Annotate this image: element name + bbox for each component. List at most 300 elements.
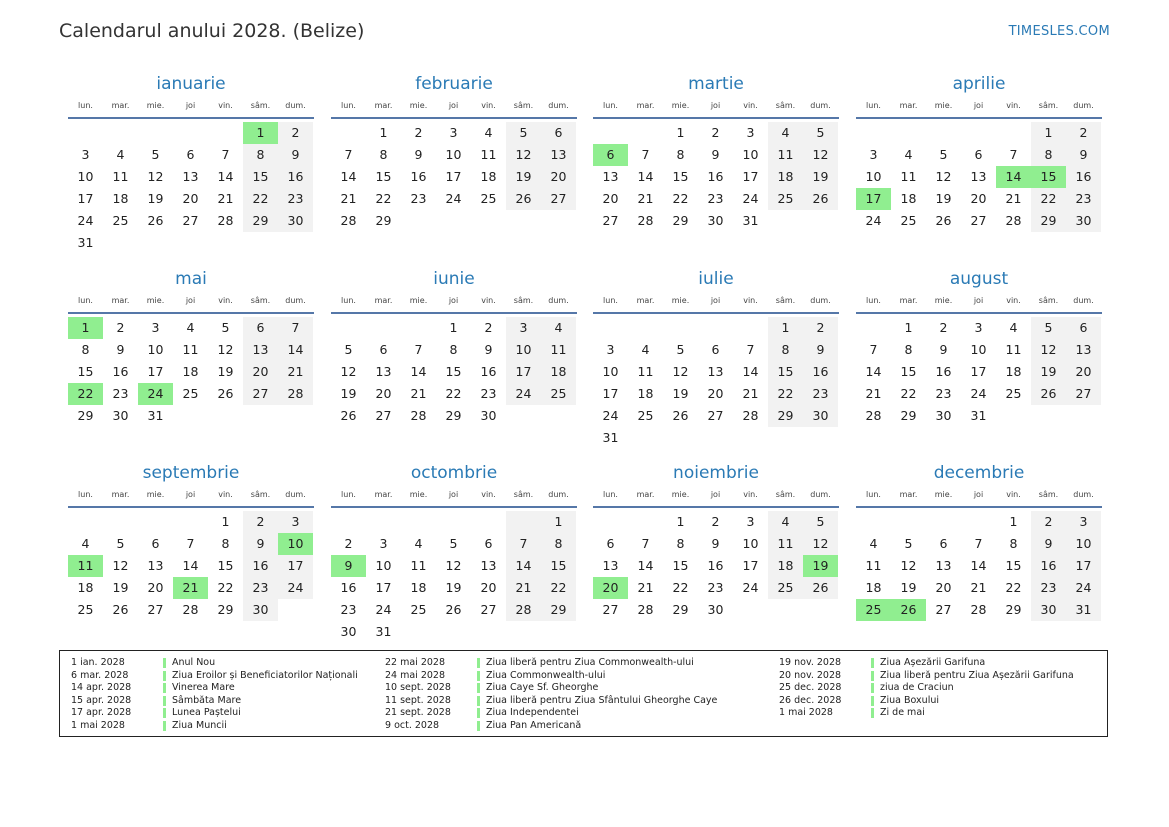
- legend-holiday-name: Anul Nou: [172, 657, 216, 668]
- weekday-header: [68, 99, 314, 119]
- day-cell: 5: [939, 147, 948, 162]
- weekday-label: mie.: [934, 490, 953, 499]
- day-cell: 17: [147, 364, 164, 379]
- weekday-label: mie.: [409, 490, 428, 499]
- day-cell-holiday: 20: [593, 577, 628, 599]
- weekday-label: joi: [185, 490, 196, 499]
- day-cell: 9: [1066, 144, 1101, 166]
- day-cell: 14: [182, 558, 199, 573]
- holiday-legend: [59, 650, 1108, 737]
- weekday-label: vin.: [1006, 296, 1021, 305]
- day-cell: 21: [410, 386, 427, 401]
- day-cell: 16: [410, 169, 427, 184]
- legend-row: [71, 720, 358, 733]
- day-cell: 23: [1031, 577, 1066, 599]
- day-empty: [401, 317, 436, 339]
- legend-row: [779, 682, 1074, 695]
- day-cell: 16: [112, 364, 129, 379]
- weekday-label: lun.: [341, 101, 356, 110]
- weekday-label: joi: [973, 490, 984, 499]
- day-cell: 20: [375, 386, 392, 401]
- day-cell: 18: [112, 191, 129, 206]
- day-cell: 20: [602, 191, 619, 206]
- day-cell: 29: [445, 408, 462, 423]
- weekday-label: lun.: [78, 296, 93, 305]
- month-name: august: [949, 269, 1009, 289]
- day-empty: [331, 122, 366, 144]
- day-cell: 23: [707, 191, 724, 206]
- day-cell: 5: [116, 536, 125, 551]
- weekday-label: joi: [710, 101, 721, 110]
- day-cell: 10: [1066, 533, 1101, 555]
- weekday-label: vin.: [743, 296, 758, 305]
- weekday-label: mie.: [146, 101, 165, 110]
- day-cell: 30: [1031, 599, 1066, 621]
- day-empty: [103, 122, 138, 144]
- day-cell: 2: [711, 514, 720, 529]
- weekday-label: mar.: [111, 101, 130, 110]
- month-mai: [68, 267, 314, 427]
- month-iunie: [331, 267, 577, 427]
- day-cell: 4: [641, 342, 650, 357]
- legend-date: 1 ian. 2028: [71, 657, 125, 668]
- legend-row: [71, 682, 358, 695]
- weekday-label: joi: [710, 296, 721, 305]
- day-cell: 31: [375, 624, 392, 639]
- day-cell: 20: [182, 191, 199, 206]
- day-cell: 13: [182, 169, 199, 184]
- day-cell: 21: [637, 580, 654, 595]
- weekday-label: dum.: [810, 101, 831, 110]
- day-cell: 1: [904, 320, 913, 335]
- legend-date: 20 nov. 2028: [779, 669, 842, 681]
- day-cell: 21: [506, 577, 541, 599]
- day-cell: 6: [151, 536, 160, 551]
- day-cell: 2: [803, 317, 838, 339]
- day-cell: 9: [1031, 533, 1066, 555]
- day-cell-holiday: 24: [138, 383, 173, 405]
- day-cell: 24: [375, 602, 392, 617]
- holiday-marker: [163, 671, 166, 681]
- day-cell: 30: [707, 602, 724, 617]
- day-cell: 25: [768, 577, 803, 599]
- legend-row: [779, 695, 1074, 708]
- legend-date: 25 dec. 2028: [779, 682, 842, 694]
- day-cell: 7: [1009, 147, 1018, 162]
- legend-row: [779, 707, 1074, 720]
- day-cell: 15: [243, 166, 278, 188]
- month-name: iunie: [433, 269, 475, 289]
- day-cell: 24: [742, 580, 759, 595]
- day-cell: 31: [147, 408, 164, 423]
- day-empty: [331, 511, 366, 533]
- weekday-header: [331, 99, 577, 119]
- day-empty: [593, 122, 628, 144]
- legend-row: [385, 695, 717, 708]
- day-cell: 19: [803, 166, 838, 188]
- weekday-label: sâm.: [775, 296, 796, 305]
- day-cell: 30: [935, 408, 952, 423]
- weekday-header: [593, 99, 839, 119]
- day-cell: 30: [112, 408, 129, 423]
- day-cell: 12: [1031, 339, 1066, 361]
- day-cell: 8: [1031, 144, 1066, 166]
- holiday-marker: [477, 671, 480, 681]
- day-grid: [331, 122, 576, 232]
- day-cell: 2: [1031, 511, 1066, 533]
- weekday-label: lun.: [866, 296, 881, 305]
- day-cell: 1: [221, 514, 230, 529]
- day-cell: 1: [1009, 514, 1018, 529]
- day-cell: 28: [340, 213, 357, 228]
- day-cell: 15: [217, 558, 234, 573]
- day-cell: 25: [1005, 386, 1022, 401]
- weekday-label: joi: [973, 101, 984, 110]
- weekday-label: vin.: [218, 101, 233, 110]
- day-empty: [471, 511, 506, 533]
- day-cell: 13: [1066, 339, 1101, 361]
- day-cell: 22: [1005, 580, 1022, 595]
- day-cell: 29: [672, 602, 689, 617]
- day-cell: 16: [1031, 555, 1066, 577]
- day-cell: 9: [939, 342, 948, 357]
- day-cell: 17: [445, 169, 462, 184]
- day-cell: 3: [81, 147, 90, 162]
- day-cell: 6: [243, 317, 278, 339]
- day-cell: 17: [742, 169, 759, 184]
- day-cell: 6: [711, 342, 720, 357]
- day-cell: 26: [803, 577, 838, 599]
- day-cell: 5: [221, 320, 230, 335]
- day-cell: 7: [278, 317, 313, 339]
- day-cell: 26: [217, 386, 234, 401]
- day-cell: 1: [541, 511, 576, 533]
- day-cell: 8: [541, 533, 576, 555]
- day-empty: [698, 317, 733, 339]
- day-cell: 23: [340, 602, 357, 617]
- day-cell: 27: [182, 213, 199, 228]
- day-cell: 27: [602, 602, 619, 617]
- weekday-label: dum.: [548, 101, 569, 110]
- day-empty: [961, 122, 996, 144]
- weekday-header: [593, 294, 839, 314]
- day-empty: [331, 317, 366, 339]
- day-cell: 15: [672, 169, 689, 184]
- weekday-label: mar.: [899, 490, 918, 499]
- day-cell: 17: [77, 191, 94, 206]
- month-ianuarie: [68, 72, 314, 254]
- weekday-label: mie.: [934, 296, 953, 305]
- month-name: decembrie: [933, 463, 1025, 483]
- day-cell: 12: [506, 144, 541, 166]
- day-cell: 12: [340, 364, 357, 379]
- legend-holiday-name: Ziua liberă pentru Ziua Așezării Garifuna: [880, 669, 1074, 681]
- day-empty: [366, 511, 401, 533]
- day-cell: 5: [506, 122, 541, 144]
- day-cell: 11: [865, 558, 882, 573]
- day-cell-holiday: 26: [891, 599, 926, 621]
- day-cell: 29: [900, 408, 917, 423]
- day-empty: [856, 511, 891, 533]
- day-cell: 25: [900, 213, 917, 228]
- weekday-label: vin.: [218, 296, 233, 305]
- day-empty: [366, 317, 401, 339]
- legend-row: [385, 720, 717, 733]
- weekday-label: joi: [973, 296, 984, 305]
- day-cell: 28: [410, 408, 427, 423]
- holiday-marker: [163, 658, 166, 668]
- day-cell-holiday: 19: [803, 555, 838, 577]
- day-cell: 6: [379, 342, 388, 357]
- legend-date: 26 dec. 2028: [779, 694, 842, 706]
- day-cell: 7: [186, 536, 195, 551]
- legend-row: [779, 657, 1074, 670]
- legend-holiday-name: Vinerea Mare: [172, 682, 235, 694]
- day-cell: 16: [278, 166, 313, 188]
- month-name: ianuarie: [156, 74, 226, 94]
- day-cell: 3: [746, 514, 755, 529]
- day-cell: 18: [768, 555, 803, 577]
- day-cell: 1: [1031, 122, 1066, 144]
- day-cell: 29: [1031, 210, 1066, 232]
- day-cell: 12: [112, 558, 129, 573]
- day-cell: 13: [375, 364, 392, 379]
- day-cell: 10: [742, 147, 759, 162]
- weekday-label: dum.: [548, 296, 569, 305]
- day-cell: 29: [541, 599, 576, 621]
- page-title: Calendarul anului 2028. (Belize): [59, 20, 365, 42]
- weekday-label: mar.: [111, 490, 130, 499]
- day-cell: 30: [707, 213, 724, 228]
- day-cell: 3: [746, 125, 755, 140]
- day-cell: 9: [243, 533, 278, 555]
- day-cell: 2: [243, 511, 278, 533]
- day-cell: 18: [410, 580, 427, 595]
- day-cell: 19: [506, 166, 541, 188]
- day-cell: 29: [672, 213, 689, 228]
- day-cell: 8: [768, 339, 803, 361]
- day-cell: 8: [221, 536, 230, 551]
- day-cell: 18: [541, 361, 576, 383]
- day-cell: 3: [379, 536, 388, 551]
- day-cell: 24: [742, 191, 759, 206]
- day-cell: 25: [480, 191, 497, 206]
- day-cell: 4: [1009, 320, 1018, 335]
- day-cell: 12: [672, 364, 689, 379]
- weekday-label: vin.: [743, 101, 758, 110]
- weekday-label: sâm.: [513, 296, 534, 305]
- day-cell: 28: [1005, 213, 1022, 228]
- day-cell: 27: [970, 213, 987, 228]
- day-empty: [856, 122, 891, 144]
- day-cell: 14: [637, 169, 654, 184]
- day-cell-holiday: 1: [68, 317, 103, 339]
- day-cell: 19: [672, 386, 689, 401]
- day-cell: 13: [541, 144, 576, 166]
- day-cell: 28: [217, 213, 234, 228]
- day-cell: 13: [480, 558, 497, 573]
- day-cell: 26: [506, 188, 541, 210]
- day-cell: 18: [900, 191, 917, 206]
- day-cell: 7: [414, 342, 423, 357]
- day-cell: 9: [711, 536, 720, 551]
- day-cell: 22: [672, 191, 689, 206]
- weekday-header: [856, 488, 1102, 508]
- day-cell: 10: [506, 339, 541, 361]
- legend-row: [71, 670, 358, 683]
- day-cell: 21: [742, 386, 759, 401]
- month-februarie: [331, 72, 577, 232]
- day-empty: [173, 511, 208, 533]
- month-iulie: [593, 267, 839, 449]
- day-cell: 2: [278, 122, 313, 144]
- weekday-label: mie.: [934, 101, 953, 110]
- day-cell: 20: [1066, 361, 1101, 383]
- day-cell: 4: [541, 317, 576, 339]
- day-cell: 18: [865, 580, 882, 595]
- day-grid: [856, 511, 1101, 621]
- day-cell: 26: [935, 213, 952, 228]
- month-name: aprilie: [952, 74, 1006, 94]
- day-cell: 17: [602, 386, 619, 401]
- day-cell: 30: [340, 624, 357, 639]
- legend-holiday-name: Sâmbăta Mare: [172, 694, 242, 706]
- day-cell: 15: [768, 361, 803, 383]
- day-cell: 17: [375, 580, 392, 595]
- day-cell: 27: [375, 408, 392, 423]
- weekday-label: dum.: [285, 296, 306, 305]
- day-cell: 23: [935, 386, 952, 401]
- legend-holiday-name: ziua de Craciun: [880, 682, 954, 694]
- day-cell: 12: [803, 533, 838, 555]
- weekday-label: sâm.: [513, 490, 534, 499]
- day-empty: [593, 511, 628, 533]
- day-cell: 23: [480, 386, 497, 401]
- day-cell: 23: [1066, 188, 1101, 210]
- day-cell: 20: [480, 580, 497, 595]
- day-cell: 5: [904, 536, 913, 551]
- day-empty: [663, 317, 698, 339]
- day-cell: 11: [768, 144, 803, 166]
- day-cell: 14: [410, 364, 427, 379]
- day-cell: 27: [480, 602, 497, 617]
- day-empty: [68, 511, 103, 533]
- weekday-label: sâm.: [1038, 296, 1059, 305]
- day-empty: [138, 122, 173, 144]
- weekday-label: vin.: [1006, 101, 1021, 110]
- weekday-label: vin.: [218, 490, 233, 499]
- day-cell: 25: [768, 188, 803, 210]
- weekday-header: [68, 294, 314, 314]
- day-cell: 12: [217, 342, 234, 357]
- legend-date: 1 mai 2028: [71, 719, 125, 731]
- day-empty: [856, 317, 891, 339]
- legend-date: 15 apr. 2028: [71, 694, 132, 706]
- legend-holiday-name: Zi de mai: [880, 707, 925, 719]
- weekday-label: mar.: [111, 296, 130, 305]
- weekday-label: mie.: [409, 101, 428, 110]
- day-cell: 5: [803, 511, 838, 533]
- day-cell: 29: [768, 405, 803, 427]
- day-cell: 4: [81, 536, 90, 551]
- day-empty: [891, 122, 926, 144]
- day-cell: 3: [506, 317, 541, 339]
- day-cell: 3: [278, 511, 313, 533]
- legend-row: [385, 670, 717, 683]
- weekday-label: joi: [448, 101, 459, 110]
- day-cell: 26: [340, 408, 357, 423]
- day-cell: 12: [147, 169, 164, 184]
- weekday-label: mie.: [146, 490, 165, 499]
- day-cell: 24: [77, 213, 94, 228]
- day-empty: [733, 317, 768, 339]
- day-cell: 11: [410, 558, 427, 573]
- day-cell-holiday: 21: [173, 577, 208, 599]
- legend-date: 11 sept. 2028: [385, 694, 451, 706]
- day-cell: 27: [707, 408, 724, 423]
- month-noiembrie: [593, 461, 839, 621]
- day-cell: 2: [116, 320, 125, 335]
- day-cell: 1: [676, 125, 685, 140]
- holiday-marker: [871, 708, 874, 718]
- day-cell: 27: [243, 383, 278, 405]
- day-cell: 22: [541, 577, 576, 599]
- month-august: [856, 267, 1102, 427]
- day-cell: 8: [904, 342, 913, 357]
- day-cell: 27: [602, 213, 619, 228]
- legend-date: 22 mai 2028: [385, 657, 446, 668]
- legend-holiday-name: Ziua Independentei: [486, 707, 579, 719]
- day-cell: 7: [344, 147, 353, 162]
- day-cell: 5: [803, 122, 838, 144]
- day-cell: 11: [637, 364, 654, 379]
- weekday-label: lun.: [78, 101, 93, 110]
- day-cell: 19: [147, 191, 164, 206]
- day-cell: 6: [939, 536, 948, 551]
- day-cell: 15: [1005, 558, 1022, 573]
- weekday-label: mar.: [374, 101, 393, 110]
- day-cell: 14: [340, 169, 357, 184]
- day-cell: 13: [970, 169, 987, 184]
- day-cell: 4: [484, 125, 493, 140]
- weekday-label: mie.: [146, 296, 165, 305]
- day-cell: 7: [746, 342, 755, 357]
- day-cell: 12: [803, 144, 838, 166]
- day-cell: 19: [217, 364, 234, 379]
- day-cell: 13: [935, 558, 952, 573]
- weekday-label: sâm.: [250, 101, 271, 110]
- weekday-label: mie.: [409, 296, 428, 305]
- holiday-marker: [871, 658, 874, 668]
- day-cell: 24: [445, 191, 462, 206]
- day-cell-holiday: 10: [278, 533, 313, 555]
- day-cell: 27: [1066, 383, 1101, 405]
- day-cell: 11: [480, 147, 497, 162]
- day-cell: 16: [707, 169, 724, 184]
- day-cell: 1: [379, 125, 388, 140]
- site-link[interactable]: TIMESLES.COM: [1008, 24, 1110, 39]
- day-empty: [926, 511, 961, 533]
- day-cell: 25: [637, 408, 654, 423]
- day-cell: 16: [707, 558, 724, 573]
- day-cell: 3: [1066, 511, 1101, 533]
- day-cell: 4: [414, 536, 423, 551]
- day-cell: 10: [865, 169, 882, 184]
- day-grid: [68, 122, 313, 254]
- legend-date: 24 mai 2028: [385, 669, 446, 681]
- day-empty: [401, 511, 436, 533]
- weekday-header: [593, 488, 839, 508]
